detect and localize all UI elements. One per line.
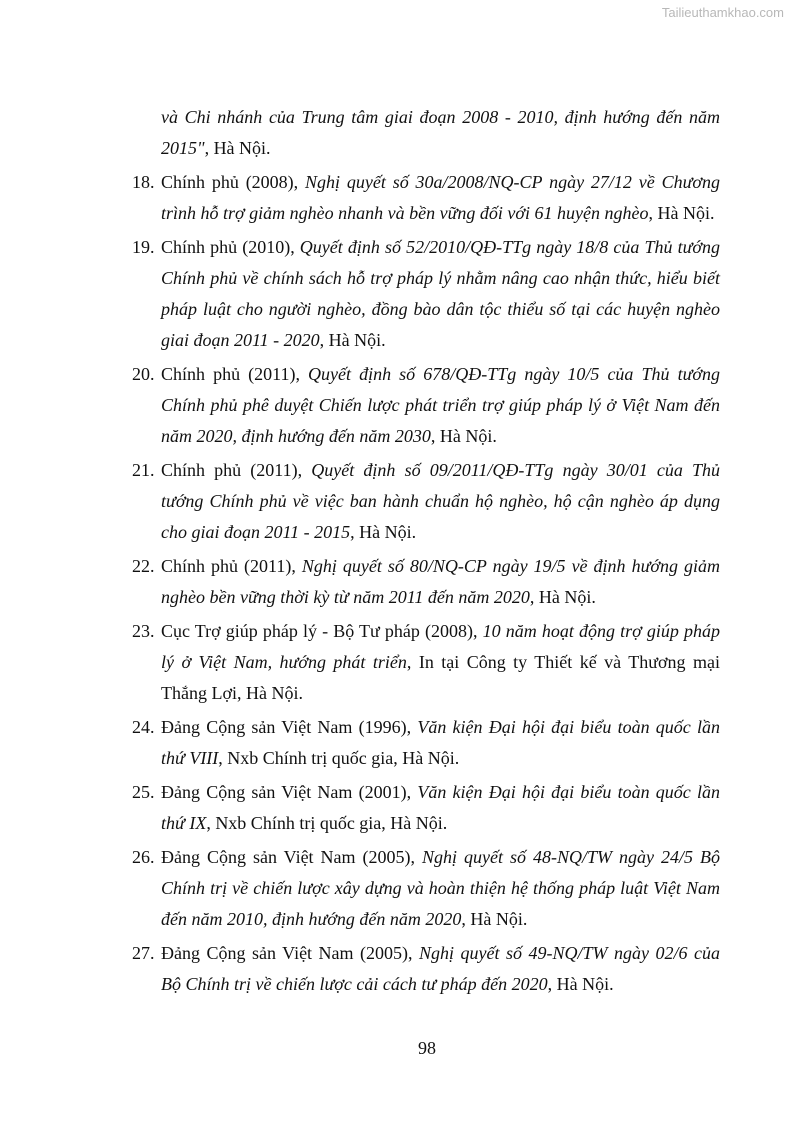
reference-text: Chính phủ (2011), <box>161 364 309 384</box>
reference-number: 18. <box>132 172 155 192</box>
reference-text: , Hà Nội. <box>529 587 596 607</box>
reference-body <box>161 102 720 164</box>
watermark: Tailieuthamkhao.com <box>661 5 784 20</box>
reference-body <box>161 616 720 709</box>
reference-text: Cục Trợ giúp pháp lý - Bộ Tư pháp (2008), <box>161 621 483 641</box>
reference-entry <box>132 102 720 164</box>
reference-text: , Hà Nội. <box>319 330 386 350</box>
reference-number: 27. <box>132 943 155 963</box>
reference-title: Văn kiện Đại hội đại biểu toàn quốc lần thứ IX <box>161 782 720 833</box>
reference-number: 23. <box>132 621 155 641</box>
reference-text: , In tại Công ty Thiết kế và Thương mại Thắng Lợi, Hà Nội. <box>161 652 720 703</box>
reference-text: Đảng Cộng sản Việt Nam (2005), <box>161 847 423 867</box>
reference-body <box>161 551 720 613</box>
reference-number: 22. <box>132 556 155 576</box>
reference-text: , Hà Nội. <box>204 138 271 158</box>
reference-title: Quyết định số 09/2011/QĐ-TTg ngày 30/01 của Thủ tướng Chính phủ về việc ban hành chuẩn hộ nghèo, hộ cận nghèo áp dụng cho giai đoạn 2011 - 2015 <box>161 460 721 542</box>
reference-number: 25. <box>132 782 155 802</box>
reference-body <box>161 167 720 229</box>
reference-title: Quyết định số 678/QĐ-TTg ngày 10/5 của Thủ tướng Chính phủ phê duyệt Chiến lược phát triển trợ giúp pháp lý ở Việt Nam đến năm 2020, định hướng đến năm 2030 <box>161 364 721 446</box>
reference-entry <box>132 938 720 1000</box>
reference-text: , Hà Nội. <box>648 203 715 223</box>
reference-entry <box>132 616 720 709</box>
reference-text: Đảng Cộng sản Việt Nam (1996), <box>161 717 418 737</box>
reference-entry <box>132 232 720 356</box>
reference-entry <box>132 777 720 839</box>
reference-number: 20. <box>132 364 155 384</box>
reference-title: Nghị quyết số 30a/2008/NQ-CP ngày 27/12 về Chương trình hỗ trợ giảm nghèo nhanh và bền vững đối với 61 huyện nghèo <box>161 172 720 223</box>
reference-title: 10 năm hoạt động trợ giúp pháp lý ở Việt Nam, hướng phát triển <box>161 621 720 672</box>
reference-text: , Hà Nội. <box>350 522 417 542</box>
reference-text: Đảng Cộng sản Việt Nam (2005), <box>161 943 420 963</box>
reference-list <box>132 102 720 1003</box>
reference-entry <box>132 712 720 774</box>
reference-text: Chính phủ (2011), <box>161 460 312 480</box>
reference-body <box>161 938 720 1000</box>
reference-number: 24. <box>132 717 155 737</box>
reference-text: , Nxb Chính trị quốc gia, Hà Nội. <box>206 813 448 833</box>
reference-text: Chính phủ (2010), <box>161 237 300 257</box>
reference-text: Chính phủ (2008), <box>161 172 306 192</box>
reference-title: Quyết định số 52/2010/QĐ-TTg ngày 18/8 của Thủ tướng Chính phủ về chính sách hỗ trợ pháp lý nhằm nâng cao nhận thức, hiểu biết pháp luật cho người nghèo, đồng bào dân tộc thiểu số tại các huyện nghèo giai đoạn 2011 - 2020 <box>161 237 720 350</box>
reference-text: , Hà Nội. <box>547 974 614 994</box>
reference-entry <box>132 359 720 452</box>
reference-number: 19. <box>132 237 155 257</box>
reference-text: , Hà Nội. <box>461 909 528 929</box>
reference-title: Văn kiện Đại hội đại biểu toàn quốc lần thứ VIII <box>161 717 720 768</box>
reference-text: , Hà Nội. <box>430 426 497 446</box>
reference-number: 26. <box>132 847 155 867</box>
reference-entry <box>132 551 720 613</box>
reference-body <box>161 359 720 452</box>
reference-body <box>161 455 720 548</box>
reference-text: Đảng Cộng sản Việt Nam (2001), <box>161 782 418 802</box>
reference-number <box>132 102 161 164</box>
reference-body <box>161 842 720 935</box>
reference-text: Chính phủ (2011), <box>161 556 302 576</box>
reference-entry <box>132 842 720 935</box>
reference-body <box>161 712 720 774</box>
reference-body <box>161 777 720 839</box>
reference-body <box>161 232 720 356</box>
reference-title: Nghị quyết số 49-NQ/TW ngày 02/6 của Bộ Chính trị về chiến lược cải cách tư pháp đến 2020 <box>161 943 720 994</box>
page-number: 98 <box>418 1038 436 1058</box>
reference-entry <box>132 167 720 229</box>
reference-title: Nghị quyết số 48-NQ/TW ngày 24/5 Bộ Chính trị về chiến lược xây dựng và hoàn thiện hệ thống pháp luật Việt Nam đến năm 2010, định hướng đến năm 2020 <box>161 847 720 929</box>
reference-title: và Chi nhánh của Trung tâm giai đoạn 2008 - 2010, định hướng đến năm 2015" <box>161 107 720 158</box>
reference-entry <box>132 455 720 548</box>
reference-number: 21. <box>132 460 155 480</box>
reference-text: , Nxb Chính trị quốc gia, Hà Nội. <box>218 748 460 768</box>
reference-title: Nghị quyết số 80/NQ-CP ngày 19/5 về định hướng giảm nghèo bền vững thời kỳ từ năm 2011 đến năm 2020 <box>161 556 721 607</box>
